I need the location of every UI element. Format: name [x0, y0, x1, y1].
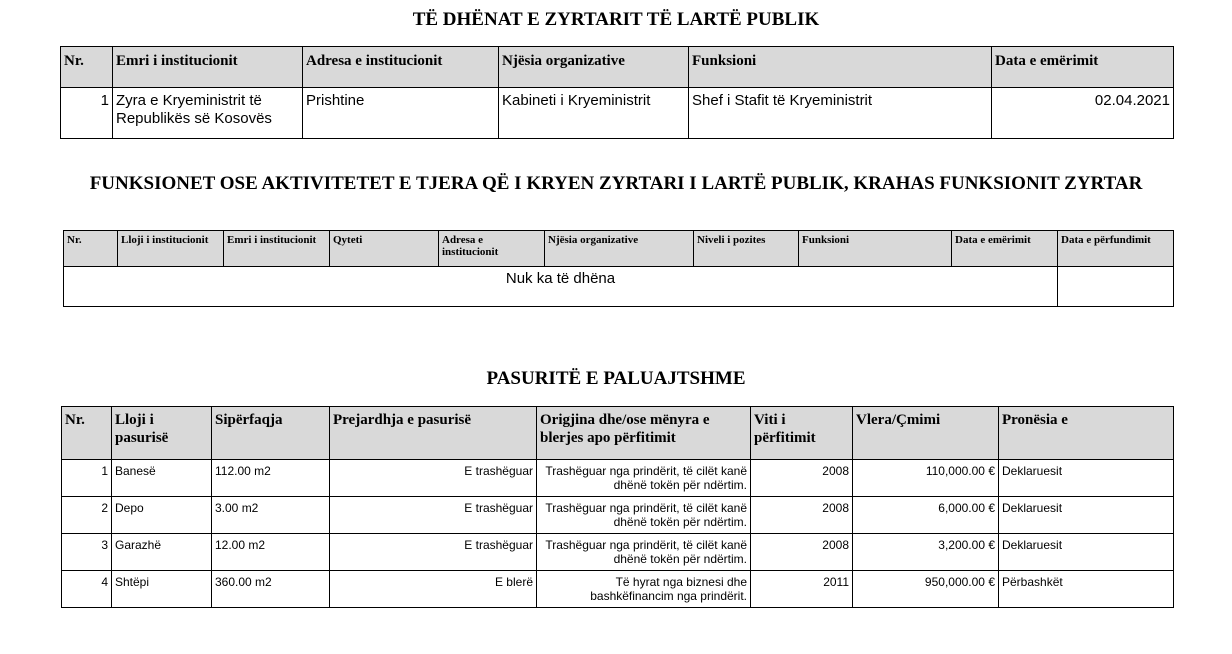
- table-header-row: [61, 47, 1174, 88]
- table-header-row: [64, 231, 1174, 267]
- acquisition-year: 2008: [751, 497, 853, 534]
- column-header: Qyteti: [330, 231, 439, 267]
- asset-origin: E trashëguar: [330, 460, 537, 497]
- row-number: 4: [62, 571, 112, 608]
- ownership: Përbashkët: [999, 571, 1174, 608]
- row-number: 1: [61, 88, 113, 139]
- column-header: Pronësia e: [999, 407, 1174, 460]
- column-header: Data e emërimit: [952, 231, 1058, 267]
- function: Shef i Stafit të Kryeministrit: [689, 88, 992, 139]
- column-header: Vlera/Çmimi: [853, 407, 999, 460]
- no-data-message: Nuk ka të dhëna: [64, 267, 1058, 307]
- ownership: Deklaruesit: [999, 534, 1174, 571]
- table-row: [62, 534, 1174, 571]
- acquisition-method: Trashëguar nga prindërit, të cilët kanë dhënë tokën për ndërtim.: [537, 460, 751, 497]
- ownership: Deklaruesit: [999, 497, 1174, 534]
- institution-address: Prishtine: [303, 88, 499, 139]
- institution-name: Zyra e Kryeministrit të Republikës së Kosovës: [113, 88, 303, 139]
- column-header: Nr.: [61, 47, 113, 88]
- asset-area: 12.00 m2: [212, 534, 330, 571]
- asset-origin: E blerë: [330, 571, 537, 608]
- row-number: 1: [62, 460, 112, 497]
- column-header: Nr.: [62, 407, 112, 460]
- asset-value: 950,000.00 €: [853, 571, 999, 608]
- ownership: Deklaruesit: [999, 460, 1174, 497]
- column-header: Sipërfaqja: [212, 407, 330, 460]
- column-header: Adresa e institucionit: [439, 231, 545, 267]
- column-header: Nr.: [64, 231, 118, 267]
- appointment-date: 02.04.2021: [992, 88, 1174, 139]
- column-header: Data e emërimit: [992, 47, 1174, 88]
- acquisition-method: Trashëguar nga prindërit, të cilët kanë dhënë tokën për ndërtim.: [537, 534, 751, 571]
- acquisition-year: 2008: [751, 460, 853, 497]
- table-row: [62, 497, 1174, 534]
- section1-title: TË DHËNAT E ZYRTARIT TË LARTË PUBLIK: [412, 9, 820, 30]
- table-header-row: [62, 407, 1174, 460]
- table-row: [62, 571, 1174, 608]
- asset-value: 3,200.00 €: [853, 534, 999, 571]
- column-header: Lloji i pasurisë: [112, 407, 212, 460]
- column-header: Lloji i institucionit: [118, 231, 224, 267]
- column-header: Njësia organizative: [499, 47, 689, 88]
- acquisition-year: 2008: [751, 534, 853, 571]
- column-header: Adresa e institucionit: [303, 47, 499, 88]
- asset-type: Depo: [112, 497, 212, 534]
- column-header: Prejardhja e pasurisë: [330, 407, 537, 460]
- asset-area: 3.00 m2: [212, 497, 330, 534]
- other-functions-table: [63, 230, 1174, 307]
- acquisition-year: 2011: [751, 571, 853, 608]
- asset-type: Banesë: [112, 460, 212, 497]
- column-header: Emri i institucionit: [224, 231, 330, 267]
- column-header: Viti i përfitimit: [751, 407, 853, 460]
- empty-cell: [1058, 267, 1174, 307]
- column-header: Data e përfundimit: [1058, 231, 1174, 267]
- section3-title: PASURITË E PALUAJTSHME: [486, 368, 746, 389]
- organizational-unit: Kabineti i Kryeministrit: [499, 88, 689, 139]
- immovable-assets-table: [61, 406, 1174, 608]
- asset-value: 110,000.00 €: [853, 460, 999, 497]
- column-header: Emri i institucionit: [113, 47, 303, 88]
- row-number: 2: [62, 497, 112, 534]
- table-row: [64, 267, 1174, 307]
- acquisition-method: Trashëguar nga prindërit, të cilët kanë dhënë tokën për ndërtim.: [537, 497, 751, 534]
- table-row: [61, 88, 1174, 139]
- column-header: Funksioni: [799, 231, 952, 267]
- column-header: Niveli i pozites: [694, 231, 799, 267]
- official-data-table: [60, 46, 1174, 139]
- acquisition-method: Të hyrat nga biznesi dhe bashkëfinancim nga prindërit.: [537, 571, 751, 608]
- column-header: Origjina dhe/ose mënyra e blerjes apo përfitimit: [537, 407, 751, 460]
- asset-origin: E trashëguar: [330, 534, 537, 571]
- asset-type: Garazhë: [112, 534, 212, 571]
- asset-area: 360.00 m2: [212, 571, 330, 608]
- section2-title: FUNKSIONET OSE AKTIVITETET E TJERA QË I KRYEN ZYRTARI I LARTË PUBLIK, KRAHAS FUNKSIONIT ZYRTAR: [89, 173, 1143, 194]
- asset-value: 6,000.00 €: [853, 497, 999, 534]
- table-row: [62, 460, 1174, 497]
- column-header: Funksioni: [689, 47, 992, 88]
- asset-type: Shtëpi: [112, 571, 212, 608]
- column-header: Njësia organizative: [545, 231, 694, 267]
- asset-origin: E trashëguar: [330, 497, 537, 534]
- row-number: 3: [62, 534, 112, 571]
- asset-area: 112.00 m2: [212, 460, 330, 497]
